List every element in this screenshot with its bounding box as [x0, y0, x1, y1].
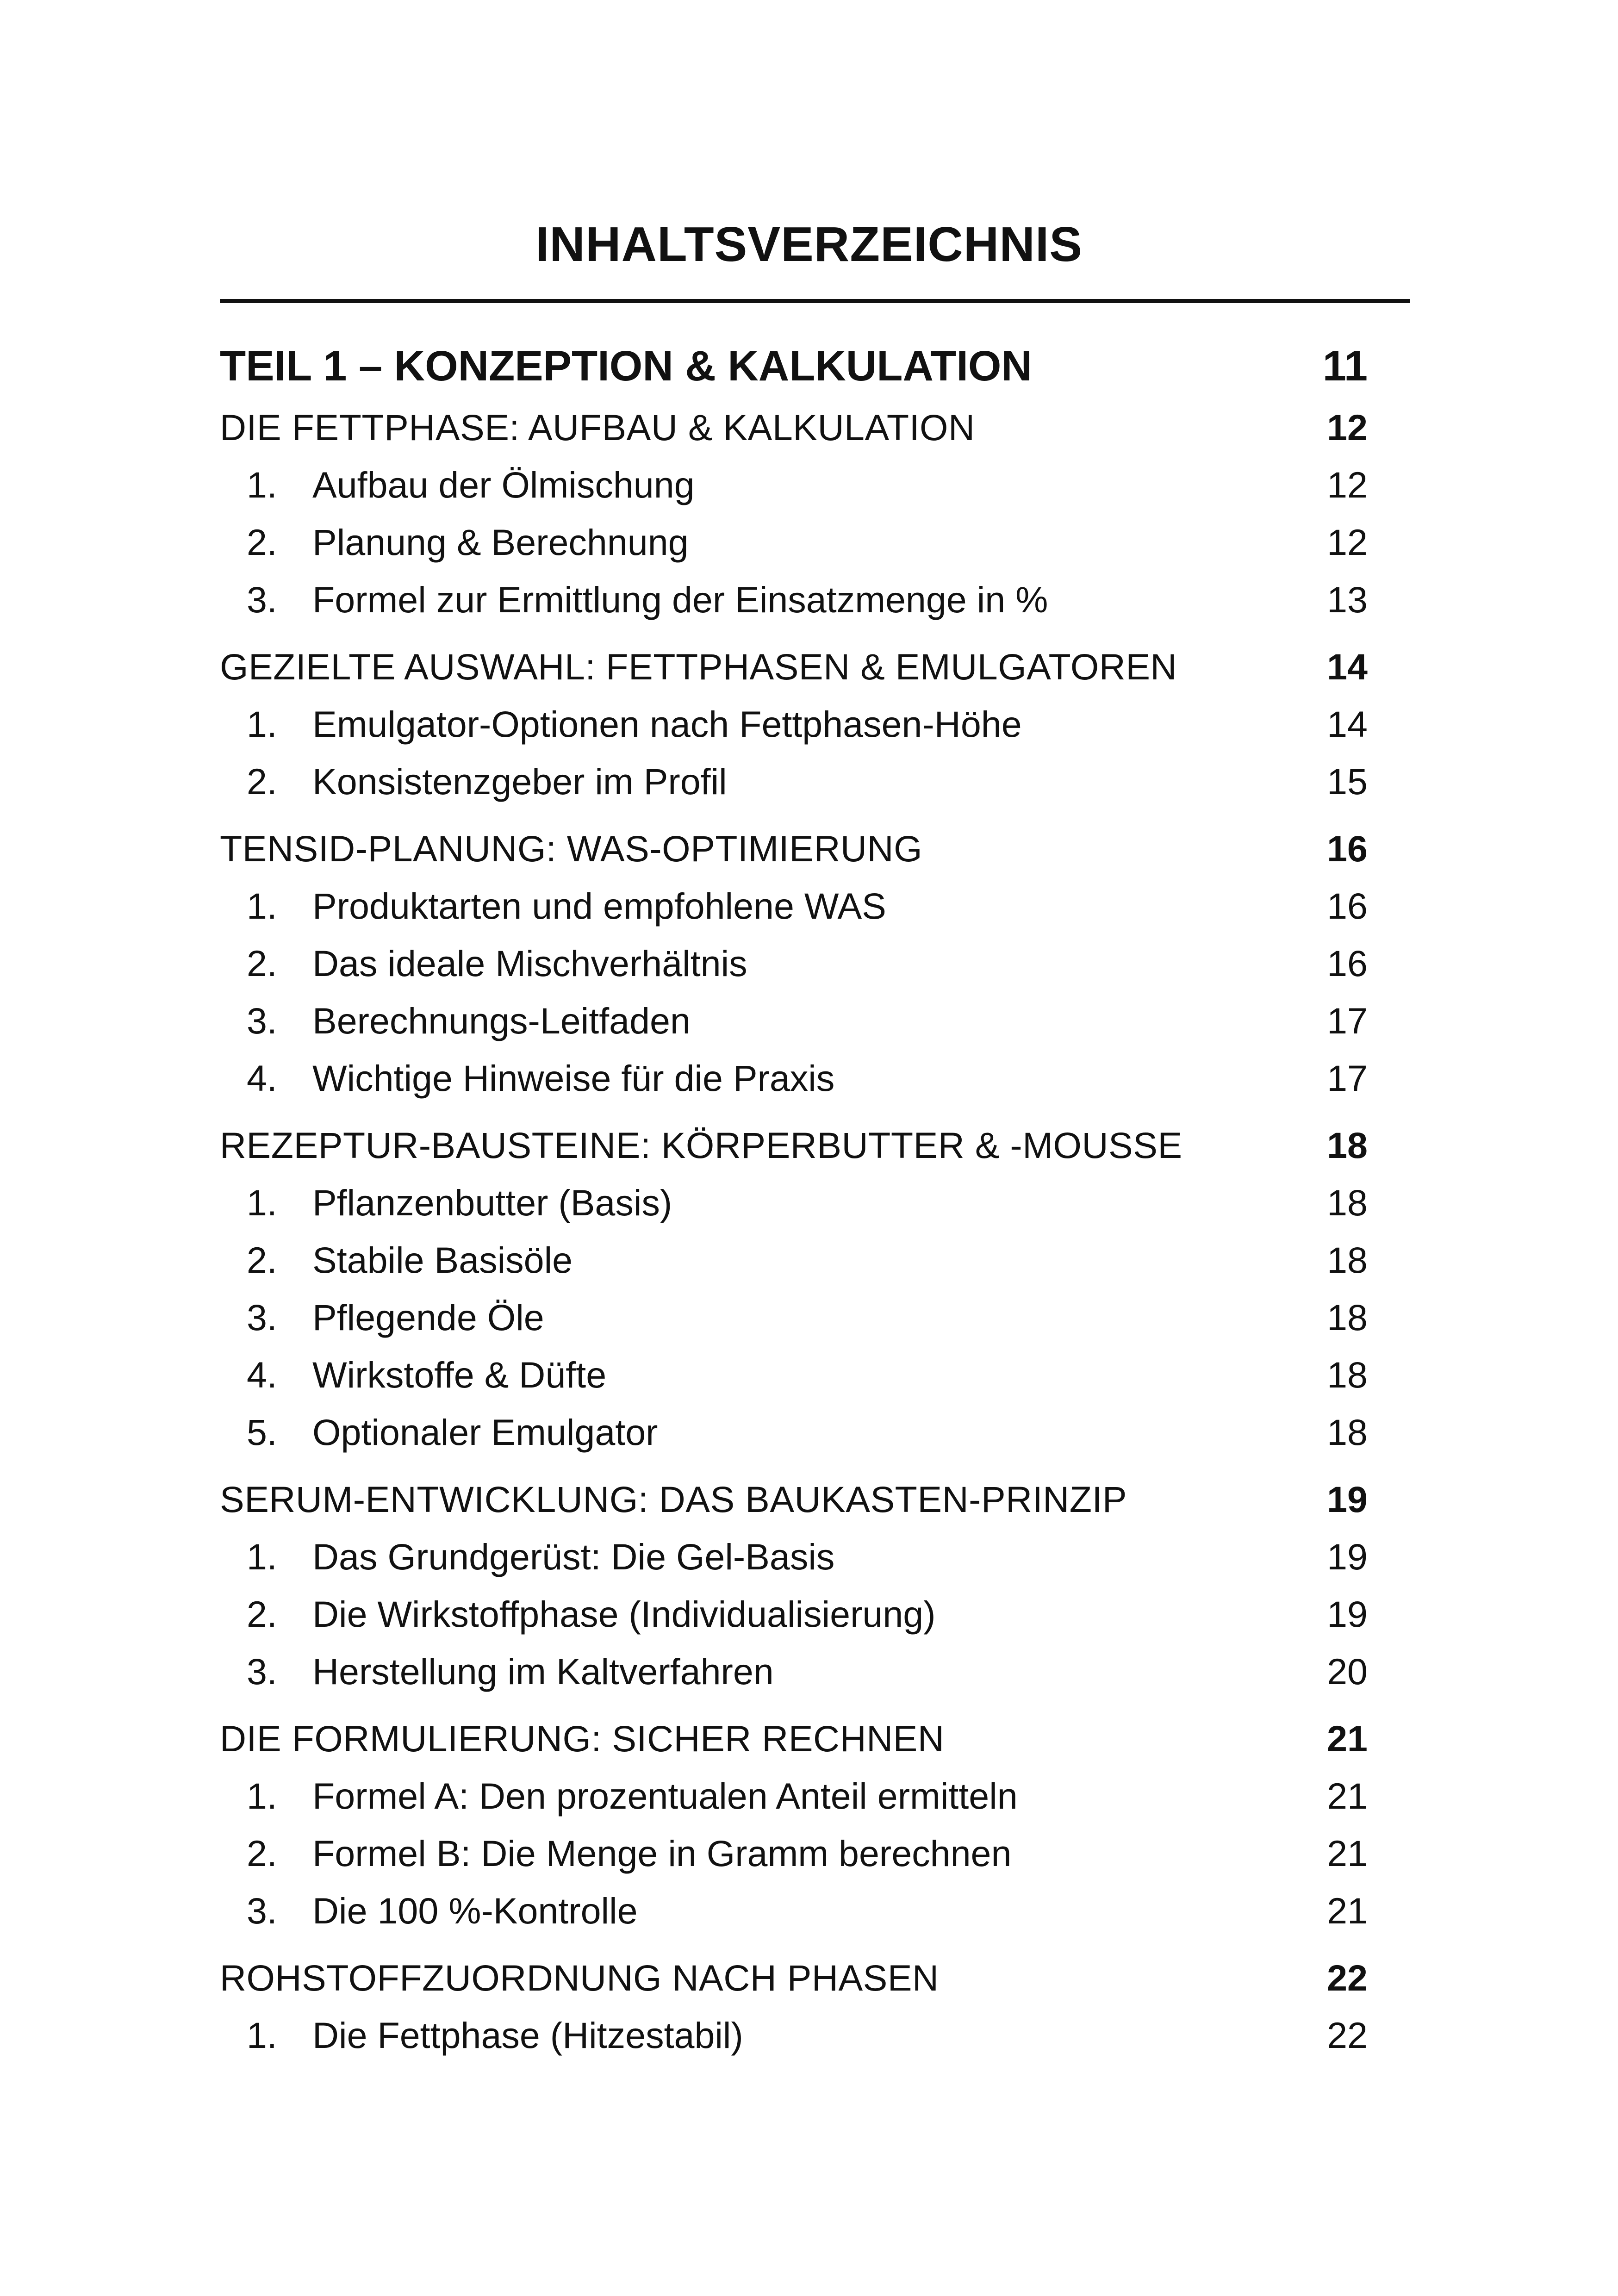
toc-part-page: 11 — [1322, 342, 1368, 390]
toc-entry-page: 12 — [1327, 522, 1368, 563]
toc-entry-label: Stabile Basisöle — [312, 1239, 573, 1281]
toc-entry[interactable] — [220, 2007, 1368, 2064]
toc-entry-page: 14 — [1327, 703, 1368, 745]
toc-entry-page: 21 — [1327, 1890, 1368, 1931]
toc-chapter-page: 12 — [1327, 407, 1368, 448]
toc-entry-label: Formel A: Den prozentualen Anteil ermitteln — [312, 1775, 1018, 1817]
toc-entry-page: 17 — [1327, 1058, 1368, 1099]
toc-chapter-page: 18 — [1327, 1125, 1368, 1166]
toc-entry[interactable] — [220, 1289, 1368, 1346]
toc-entry[interactable] — [220, 1346, 1368, 1404]
toc-chapter-label: SERUM-ENTWICKLUNG: DAS BAUKASTEN-PRINZIP — [220, 1479, 1127, 1520]
toc-entry[interactable] — [220, 1232, 1368, 1289]
toc-entry-label: Berechnungs-Leitfaden — [312, 1000, 691, 1041]
toc-entry-number: 3. — [247, 1890, 277, 1931]
toc-entry-label: Wichtige Hinweise für die Praxis — [312, 1058, 835, 1099]
toc-entry-label: Optionaler Emulgator — [312, 1412, 658, 1453]
toc-entry-page: 12 — [1327, 464, 1368, 505]
toc-entry-page: 18 — [1327, 1239, 1368, 1281]
toc-entry-label: Emulgator-Optionen nach Fettphasen-Höhe — [312, 703, 1022, 745]
toc-entry-page: 21 — [1327, 1775, 1368, 1817]
toc-entry-page: 16 — [1327, 885, 1368, 927]
toc-entry-number: 2. — [247, 761, 277, 802]
toc-entry-number: 3. — [247, 1297, 277, 1338]
toc-entry-number: 3. — [247, 1000, 277, 1041]
toc-entry-page: 16 — [1327, 943, 1368, 984]
toc-entry[interactable] — [220, 456, 1368, 514]
toc-entry[interactable] — [220, 992, 1368, 1050]
toc-entry[interactable] — [220, 1174, 1368, 1232]
toc-entry[interactable] — [220, 877, 1368, 935]
toc-entry-number: 1. — [247, 2015, 277, 2056]
toc-entry[interactable] — [220, 935, 1368, 992]
toc-entry[interactable] — [220, 1643, 1368, 1700]
toc-chapter-heading[interactable] — [220, 399, 1368, 456]
toc-entry-label: Das ideale Mischverhältnis — [312, 943, 747, 984]
toc-entry-label: Pflegende Öle — [312, 1297, 544, 1338]
toc-entry[interactable] — [220, 571, 1368, 628]
toc-entry-number: 3. — [247, 579, 277, 620]
toc-entry-number: 2. — [247, 522, 277, 563]
toc-chapter-heading[interactable] — [220, 1117, 1368, 1174]
toc-chapter-heading[interactable] — [220, 1471, 1368, 1528]
toc-chapter-page: 22 — [1327, 1957, 1368, 1998]
toc-chapter-label: DIE FORMULIERUNG: SICHER RECHNEN — [220, 1718, 945, 1759]
toc-entry-number: 2. — [247, 1593, 277, 1635]
toc-chapter-heading[interactable] — [220, 1710, 1368, 1767]
toc-entry-number: 1. — [247, 703, 277, 745]
toc-entry-number: 2. — [247, 943, 277, 984]
toc-entry-label: Die 100 %-Kontrolle — [312, 1890, 638, 1931]
toc-entry-label: Formel zur Ermittlung der Einsatzmenge in % — [312, 579, 1048, 620]
toc-entry[interactable] — [220, 1882, 1368, 1940]
toc-entry[interactable] — [220, 514, 1368, 571]
toc-entry-label: Das Grundgerüst: Die Gel-Basis — [312, 1536, 835, 1577]
toc-chapter-page: 21 — [1327, 1718, 1368, 1759]
toc-entry-number: 4. — [247, 1058, 277, 1099]
toc-entry[interactable] — [220, 1767, 1368, 1825]
toc-entry-page: 22 — [1327, 2015, 1368, 2056]
toc-entry-page: 13 — [1327, 579, 1368, 620]
toc-entry-label: Pflanzenbutter (Basis) — [312, 1182, 672, 1223]
table-of-contents — [220, 333, 1368, 2064]
toc-entry[interactable] — [220, 1528, 1368, 1586]
toc-entry[interactable] — [220, 1050, 1368, 1107]
toc-entry-label: Aufbau der Ölmischung — [312, 464, 695, 505]
toc-entry-number: 1. — [247, 464, 277, 505]
toc-entry-number: 1. — [247, 1182, 277, 1223]
toc-entry-label: Herstellung im Kaltverfahren — [312, 1651, 774, 1692]
toc-entry-number: 1. — [247, 1536, 277, 1577]
toc-entry-label: Produktarten und empfohlene WAS — [312, 885, 886, 927]
toc-entry-page: 20 — [1327, 1651, 1368, 1692]
toc-entry-page: 18 — [1327, 1412, 1368, 1453]
toc-entry[interactable] — [220, 696, 1368, 753]
toc-entry-label: Die Wirkstoffphase (Individualisierung) — [312, 1593, 936, 1635]
toc-entry[interactable] — [220, 1404, 1368, 1461]
toc-entry-page: 19 — [1327, 1593, 1368, 1635]
title-divider — [220, 299, 1410, 303]
toc-entry-number: 1. — [247, 885, 277, 927]
toc-entry-label: Die Fettphase (Hitzestabil) — [312, 2015, 743, 2056]
toc-entry[interactable] — [220, 753, 1368, 810]
toc-chapter-heading[interactable] — [220, 638, 1368, 696]
toc-chapter-heading[interactable] — [220, 820, 1368, 877]
toc-entry-number: 2. — [247, 1239, 277, 1281]
toc-entry-label: Planung & Berechnung — [312, 522, 689, 563]
toc-entry-page: 18 — [1327, 1354, 1368, 1395]
toc-entry-page: 19 — [1327, 1536, 1368, 1577]
toc-entry-number: 4. — [247, 1354, 277, 1395]
toc-entry-number: 1. — [247, 1775, 277, 1817]
toc-chapter-page: 19 — [1327, 1479, 1368, 1520]
toc-chapter-label: ROHSTOFFZUORDNUNG NACH PHASEN — [220, 1957, 939, 1998]
toc-entry[interactable] — [220, 1586, 1368, 1643]
toc-chapter-label: REZEPTUR-BAUSTEINE: KÖRPERBUTTER & -MOUSSE — [220, 1125, 1182, 1166]
toc-entry-label: Konsistenzgeber im Profil — [312, 761, 727, 802]
page-title: INHALTSVERZEICHNIS — [535, 217, 1083, 272]
toc-part-heading[interactable] — [220, 333, 1368, 399]
toc-chapter-label: GEZIELTE AUSWAHL: FETTPHASEN & EMULGATOREN — [220, 646, 1177, 687]
toc-entry-page: 18 — [1327, 1297, 1368, 1338]
toc-entry-label: Formel B: Die Menge in Gramm berechnen — [312, 1833, 1012, 1874]
toc-entry-page: 15 — [1327, 761, 1368, 802]
toc-entry-page: 17 — [1327, 1000, 1368, 1041]
toc-chapter-page: 14 — [1327, 646, 1368, 687]
toc-entry-number: 5. — [247, 1412, 277, 1453]
toc-entry-number: 2. — [247, 1833, 277, 1874]
toc-chapter-label: TENSID-PLANUNG: WAS-OPTIMIERUNG — [220, 828, 923, 869]
toc-entry[interactable] — [220, 1825, 1368, 1882]
toc-entry-label: Wirkstoffe & Düfte — [312, 1354, 607, 1395]
toc-chapter-label: DIE FETTPHASE: AUFBAU & KALKULATION — [220, 407, 975, 448]
toc-chapter-heading[interactable] — [220, 1949, 1368, 2007]
toc-chapter-page: 16 — [1327, 828, 1368, 869]
toc-entry-page: 21 — [1327, 1833, 1368, 1874]
toc-part-label: TEIL 1 – KONZEPTION & KALKULATION — [220, 342, 1032, 390]
toc-entry-page: 18 — [1327, 1182, 1368, 1223]
toc-entry-number: 3. — [247, 1651, 277, 1692]
